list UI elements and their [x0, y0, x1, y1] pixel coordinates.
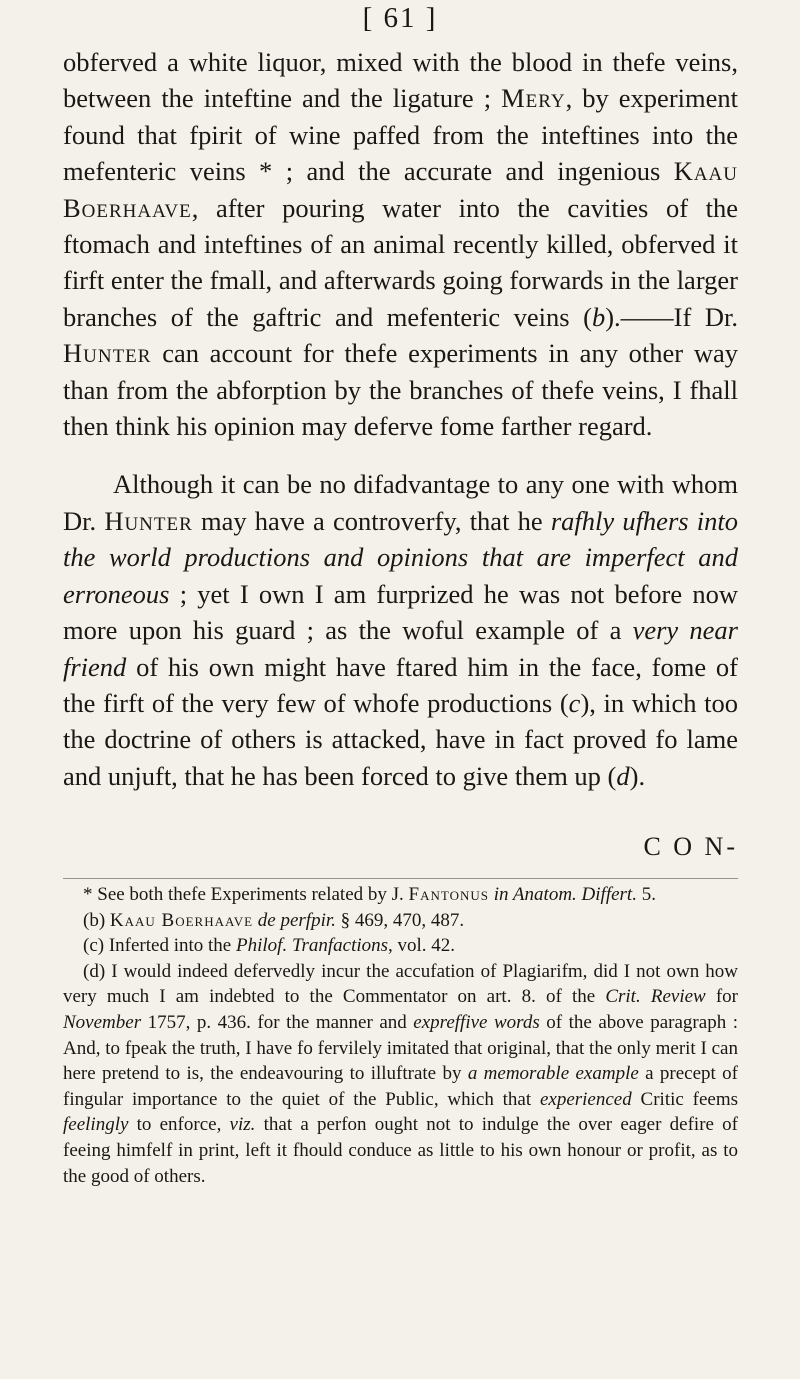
footnote-ref-b: b	[591, 301, 606, 332]
footnote-ref-d: d	[616, 760, 630, 791]
footnote-d: (d) I would indeed defervedly incur the accufation of Plagiarifm, did I not own how very much I am indebted to the Commentator on art. 8. of the Crit. Review for November 1757, p. 436. for the manner and expreffive words of the above paragraph : And, to fpeak the truth, I have fo fervilely imitated that original, that the only merit I can here pretend to is, the endeavouring to illuftrate by a memorable example a precept of fingular importance to the quiet of the Public, which that experienced Critic feems feelingly to enforce, viz. that a perfon ought not to indulge the over eager defire of feeing himfelf in print, left it fhould conduce as little to his own honour or profit, as to the good of others.	[63, 960, 739, 1187]
footnote-c: (c) Inferted into the Philof. Tranfactions, vol. 42.	[83, 935, 456, 957]
paragraph-1: obferved a white liquor, mixed with the blood in thefe veins, between the inteftine and the ligature ; Mery, by experiment found that fpirit of wine paffed from the inteftines into the mefenteric veins * ; and the accurate and ingenious Kaau Boerhaave, after pouring water into the cavities of the ftomach and inteftines of an animal recently killed, obferved it firft enter the fmall, and afterwards going forwards in the larger branches of the gaftric and mefenteric veins (b).——If Dr. Hunter can account for thefe experiments in any other way than from the abforption by the branches of thefe veins, I fhall then think his opinion may deferve fome farther regard.	[63, 47, 738, 442]
page-number: [ 61 ]	[362, 2, 438, 34]
name-hunter: Hunter	[104, 505, 193, 536]
footnote-b: (b) Kaau Boerhaave de perfpir. § 469, 470, 487.	[83, 909, 465, 931]
footnote-ref-c: c	[568, 687, 581, 718]
name-hunter: Hunter	[63, 338, 152, 369]
footnotes	[63, 882, 738, 1189]
paragraph-2: Although it can be no difadvantage to any one with whom Dr. Hunter may have a controverfy, that he rafhly ufhers into the world productions and opinions that are imperfect and erroneous ; yet I own I am furprized he was not before now more upon his guard ; as the woful example of a very near friend of his own might have ftared him in the face, fome of the firft of the very few of whofe productions (c), in which too the doctrine of others is attacked, have in fact proved fo lame and unjuft, that he has been forced to give them up (d).	[63, 469, 738, 791]
italic-quote: rafhly ufhers into the world productions and opinions that are imperfect and erroneous	[63, 505, 738, 609]
body-text	[63, 44, 738, 794]
name-kaau-boerhaave: Kaau Boerhaave	[63, 156, 738, 223]
footnote-star: * See both thefe Experiments related by J. Fantonus in Anatom. Differt. 5.	[83, 884, 656, 905]
catchword: C O N-	[643, 832, 738, 861]
italic-phrase: very near friend	[63, 615, 738, 682]
name-mery: Mery	[501, 83, 566, 114]
footnote-rule	[63, 878, 738, 879]
